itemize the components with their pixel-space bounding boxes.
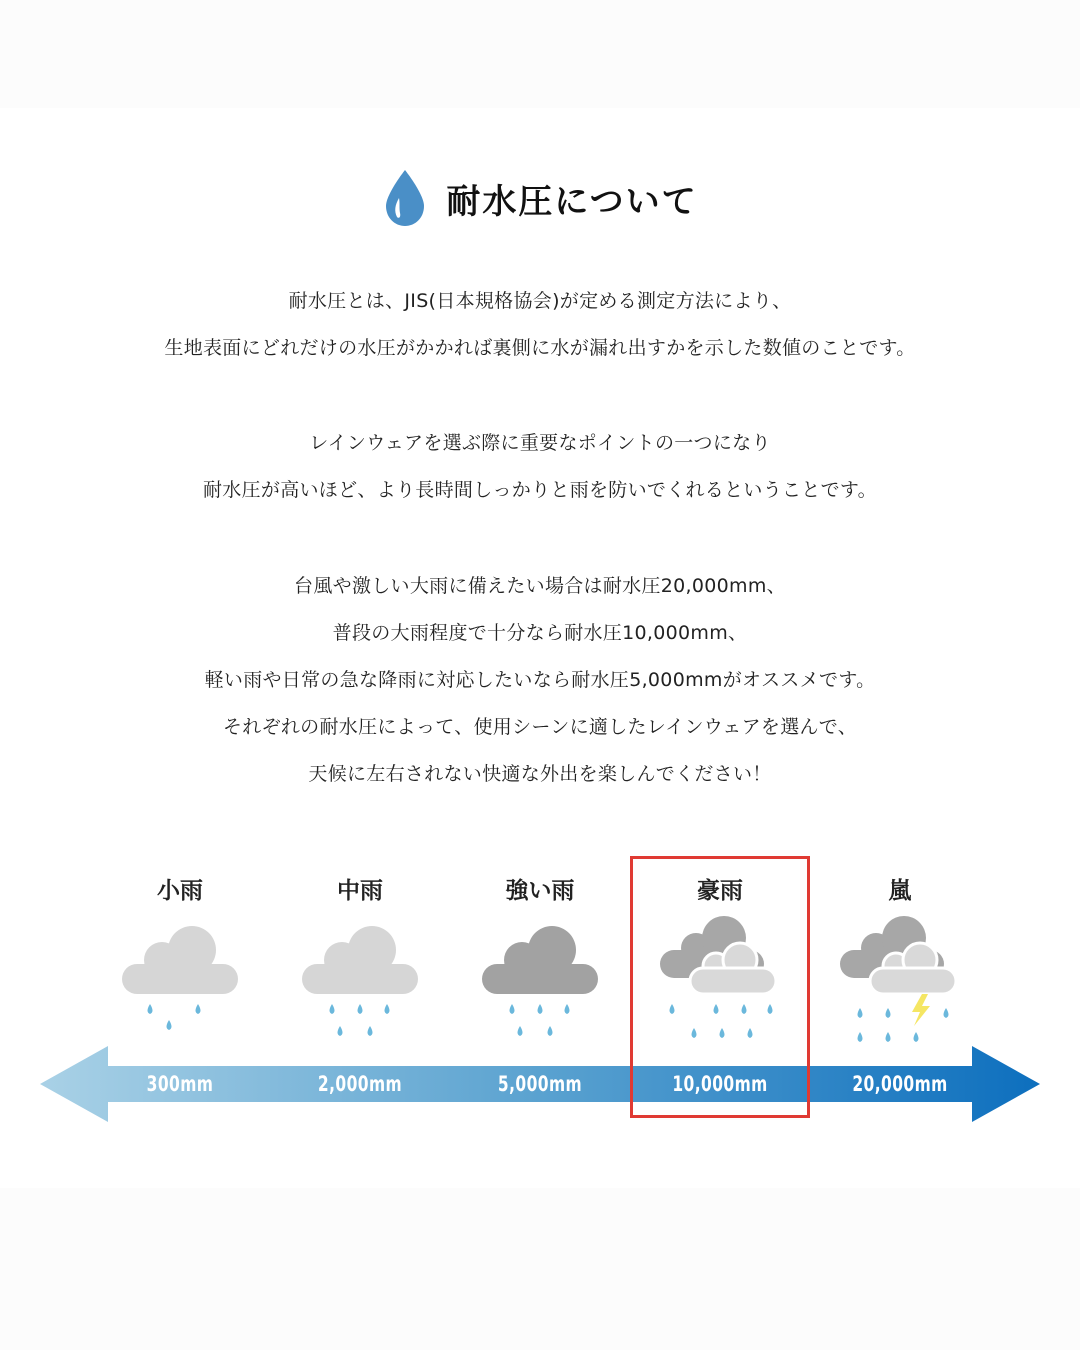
- title-text: 耐水圧について: [446, 181, 698, 222]
- highlight-box-10000mm: [630, 856, 810, 1118]
- text-line: 生地表面にどれだけの水圧がかかれば裏側に水が漏れ出すかを示した数値のことです。: [164, 337, 916, 359]
- value-label-300mm: 300mm: [146, 1072, 214, 1096]
- intro-paragraph-2: [0, 420, 1080, 514]
- level-label: 嵐: [888, 878, 912, 904]
- text-line: 軽い雨や日常の急な降雨に対応したいなら耐水圧5,000mmがオススメです。: [204, 669, 876, 691]
- storm-cloud-lightning-icon: [830, 908, 970, 1048]
- bottom-margin-band: [0, 1188, 1080, 1350]
- page-title: [0, 168, 1080, 228]
- water-resistance-infographic: [0, 108, 1080, 1188]
- value-label-20000mm: 20,000mm: [852, 1072, 948, 1096]
- text-line: 耐水圧とは、JIS(日本規格協会)が定める測定方法により、: [288, 290, 792, 312]
- top-margin-band: [0, 0, 1080, 108]
- level-label: 豪雨: [697, 878, 743, 904]
- text-line: レインウェアを選ぶ際に重要なポイントの一つになり: [309, 432, 771, 454]
- text-line: それぞれの耐水圧によって、使用シーンに適したレインウェアを選んで、: [222, 716, 858, 738]
- text-line: 台風や激しい大雨に備えたい場合は耐水圧20,000mm、: [294, 575, 786, 597]
- heavy-rain-cloud-icon: [470, 908, 610, 1048]
- level-label: 小雨: [157, 878, 203, 904]
- text-line: 普段の大雨程度で十分なら耐水圧10,000mm、: [332, 622, 748, 644]
- value-label-2000mm: 2,000mm: [317, 1072, 403, 1096]
- water-pressure-scale: [0, 848, 1080, 1148]
- level-label: 中雨: [337, 878, 383, 904]
- intro-paragraph-3: [0, 563, 1080, 798]
- water-drop-icon: [382, 168, 428, 228]
- text-line: 耐水圧が高いほど、より長時間しっかりと雨を防いでくれるということです。: [203, 479, 877, 501]
- moderate-rain-cloud-icon: [290, 908, 430, 1048]
- text-line: 天候に左右されない快適な外出を楽しんでください！: [308, 763, 772, 785]
- intro-paragraph-1: [0, 278, 1080, 372]
- light-rain-cloud-icon: [110, 908, 250, 1048]
- value-label-10000mm: 10,000mm: [672, 1072, 768, 1096]
- value-label-5000mm: 5,000mm: [497, 1072, 583, 1096]
- level-label: 強い雨: [505, 878, 575, 904]
